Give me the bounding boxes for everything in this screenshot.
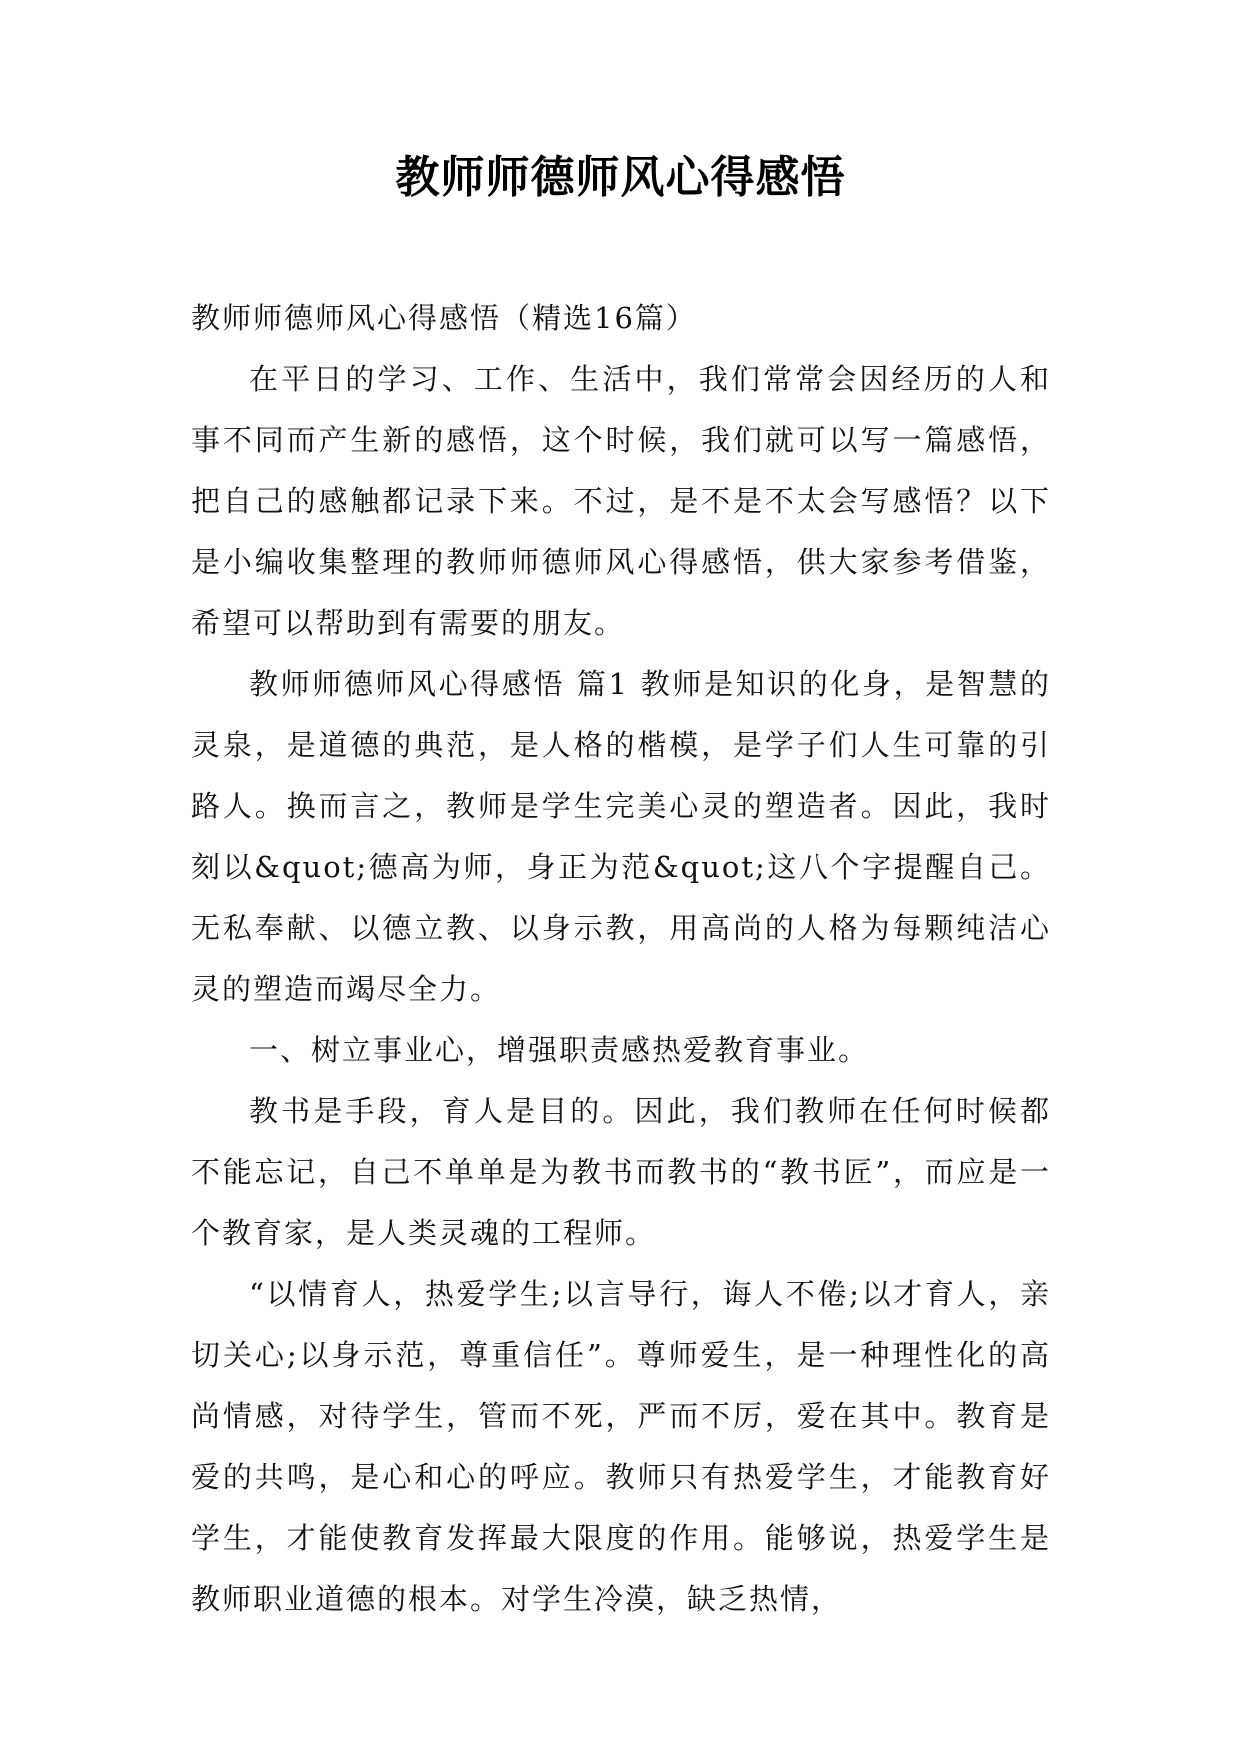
document-title: 教师师德师风心得感悟 [395,152,846,203]
paragraph-heading-1: 一、树立事业心，增强职责感热爱教育事业。 [249,1033,870,1067]
paragraph-intro: 在平日的学习、工作、生活中，我们常常会因经历的人和事不同而产生新的感悟，这个时候，我们就可以写一篇感悟，把自己的感触都记录下来。不过，是不是不太会写感悟？以下是小编收集整理的教师师德师风心得感悟，供大家参考借鉴，希望可以帮助到有需要的朋友。 [191,362,1051,640]
paragraph-section-1: 教师师德师风心得感悟 篇1 教师是知识的化身，是智慧的灵泉，是道德的典范，是人格的楷模，是学子们人生可靠的引路人。换而言之，教师是学生完美心灵的塑造者。因此，我时刻以&quot;德高为师，身正为范&quot;这八个字提醒自己。无私奉献、以德立教、以身示教，用高尚的人格为每颗纯洁心灵的塑造而竭尽全力。 [191,667,1051,1006]
document-subtitle: 教师师德师风心得感悟（精选16篇） [191,301,697,335]
document-body [191,288,1051,1630]
paragraph-love-students: “以情育人，热爱学生;以言导行，诲人不倦;以才育人，亲切关心;以身示范，尊重信任”。尊师爱生，是一种理性化的高尚情感，对待学生，管而不死，严而不厉，爱在其中。教育是爱的共鸣，是心和心的呼应。教师只有热爱学生，才能教育好学生，才能使教育发挥最大限度的作用。能够说，热爱学生是教师职业道德的根本。对学生冷漠，缺乏热情， [191,1277,1051,1616]
paragraph-teaching: 教书是手段，育人是目的。因此，我们教师在任何时候都不能忘记，自己不单单是为教书而教书的“教书匠”，而应是一个教育家，是人类灵魂的工程师。 [191,1094,1051,1250]
